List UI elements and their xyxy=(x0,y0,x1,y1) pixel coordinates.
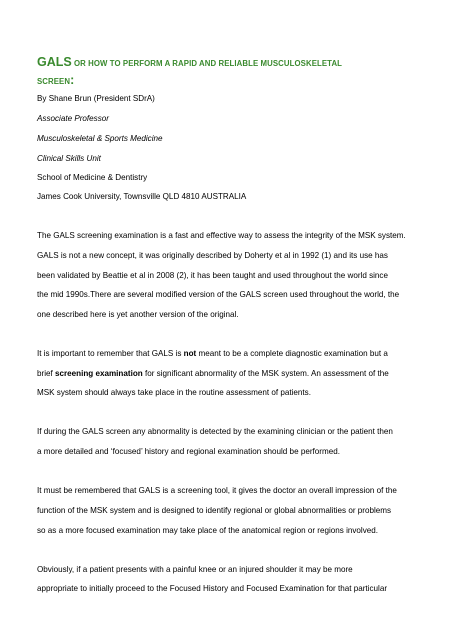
paragraph-line: brief screening examination for significant abnormality of the MSK system. An assessment of the xyxy=(37,369,389,378)
paragraph-line: appropriate to initially proceed to the Focused History and Focused Examination for that particular xyxy=(37,584,388,593)
author-department: Musculoskeletal & Sports Medicine xyxy=(37,134,163,143)
author-school: School of Medicine & Dentistry xyxy=(37,173,148,182)
paragraph-line: The GALS screening examination is a fast and effective way to assess the integrity of the MSK system. xyxy=(37,231,406,240)
paragraph-line: Obviously, if a patient presents with a painful knee or an injured shoulder it may be more xyxy=(37,565,353,574)
author-name: By Shane Brun (President SDrA) xyxy=(37,94,155,103)
emphasis-screening: screening examination xyxy=(55,369,143,378)
emphasis-not: not xyxy=(183,349,197,358)
paragraph-line: It is important to remember that GALS is not meant to be a complete diagnostic examination but a xyxy=(37,349,388,358)
title-colon: : xyxy=(70,73,75,87)
author-address: James Cook University, Townsville QLD 4810 AUSTRALIA xyxy=(37,192,247,201)
paragraph-line: the mid 1990s.There are several modified version of the GALS screen used throughout the world, the xyxy=(37,290,400,299)
author-position: Associate Professor xyxy=(37,114,109,123)
paragraph-line: one described here is yet another version of the original. xyxy=(37,310,239,319)
paragraph-line: GALS is not a new concept, it was originally described by Doherty et al in 1992 (1) and its use has xyxy=(37,251,388,260)
title-line2: SCREEN xyxy=(37,77,71,86)
paragraph-line: been validated by Beattie et al in 2008 (2), it has been taught and used throughout the world since xyxy=(37,271,388,280)
paragraph-line: function of the MSK system and is designed to identify regional or global abnormalities or problems xyxy=(37,506,392,515)
paragraph-line: It must be remembered that GALS is a screening tool, it gives the doctor an overall impression of the xyxy=(37,486,397,495)
title-lead: GALS xyxy=(37,55,72,69)
document-title xyxy=(37,54,377,90)
paragraph-line: If during the GALS screen any abnormality is detected by the examining clinician or the patient then xyxy=(37,427,393,436)
paragraph-line: a more detailed and ‘focused’ history and regional examination should be performed. xyxy=(37,447,340,456)
title-rest: OR HOW TO PERFORM A RAPID AND RELIABLE MUSCULOSKELETAL xyxy=(71,59,343,68)
author-unit: Clinical Skills Unit xyxy=(37,154,101,163)
paragraph-line: so as a more focused examination may take place of the anatomical region or regions involved. xyxy=(37,526,379,535)
paragraph-line: MSK system should always take place in the routine assessment of patients. xyxy=(37,388,311,397)
